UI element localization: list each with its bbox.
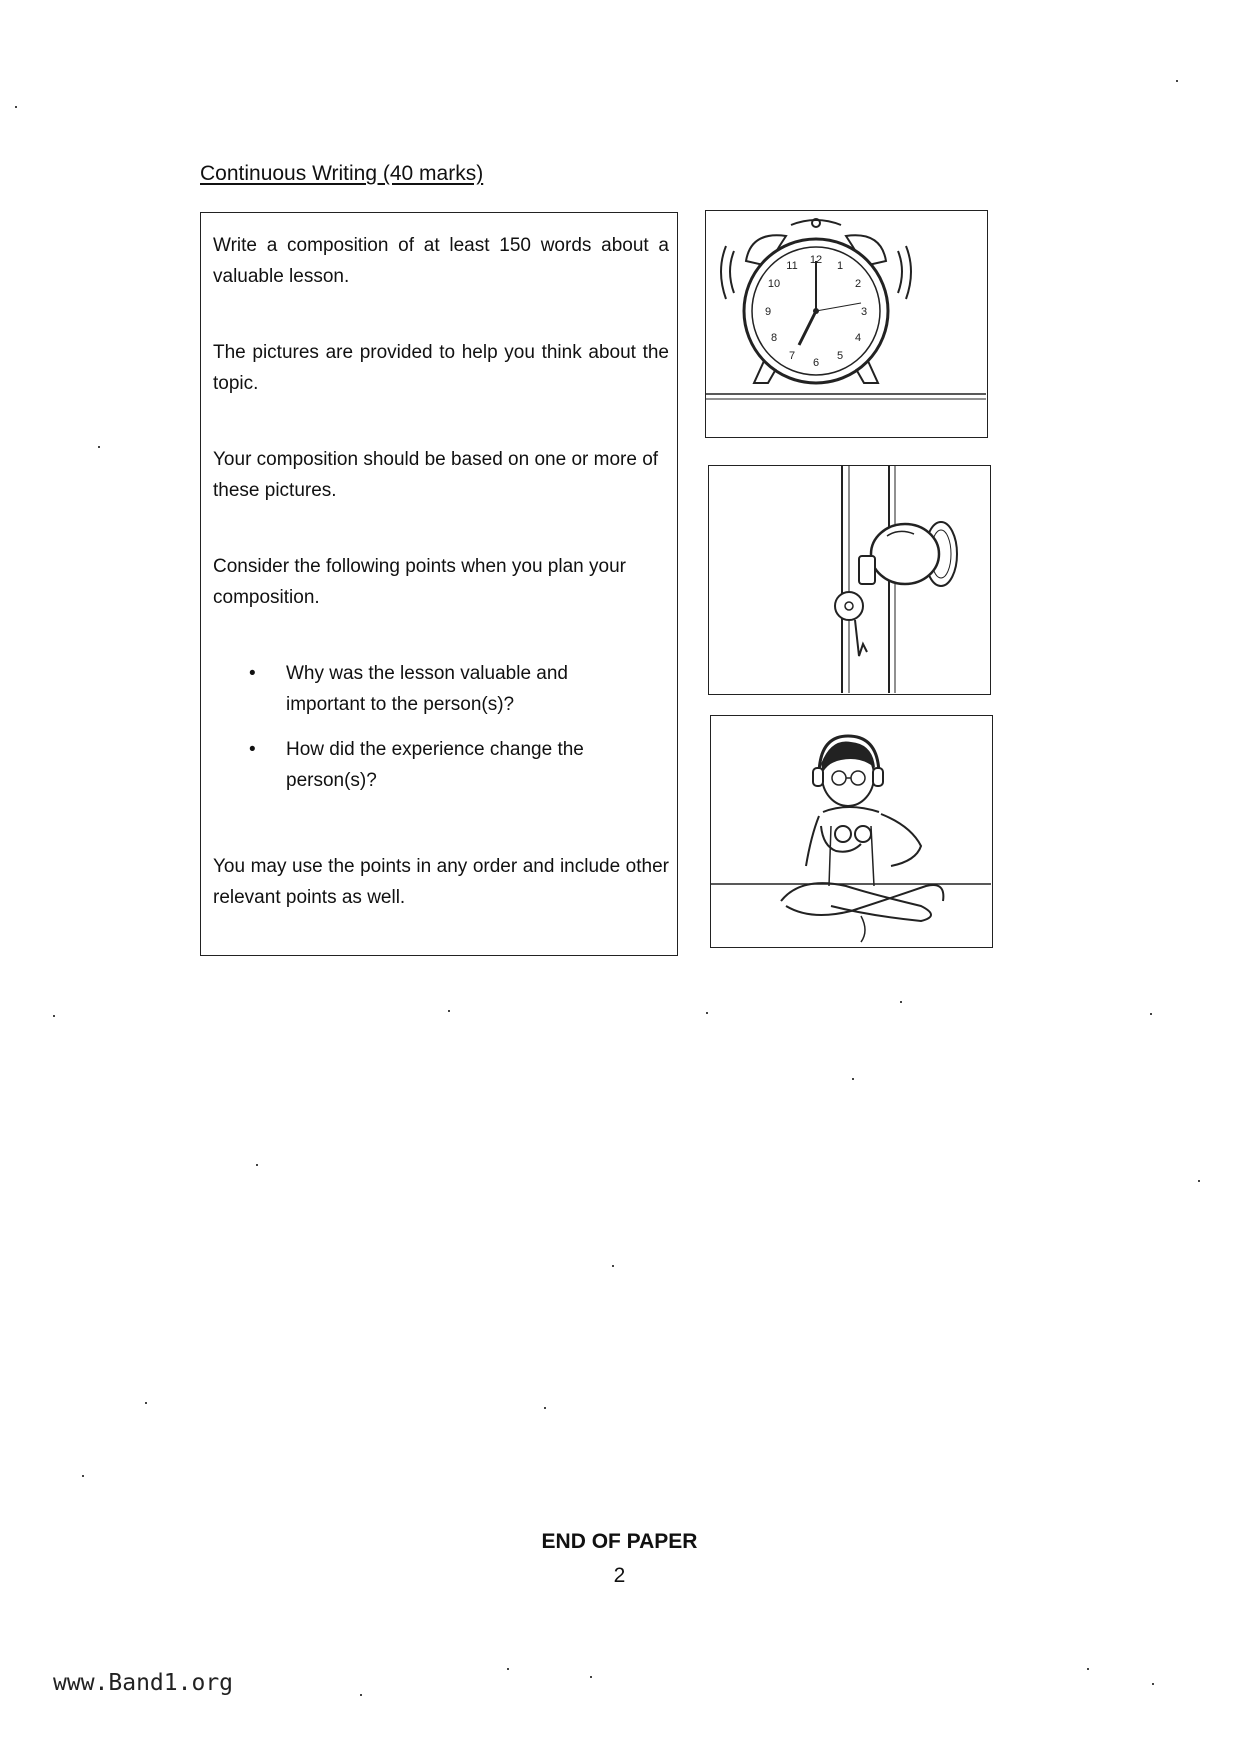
person-knitting-icon [711, 716, 991, 946]
scan-speck [360, 1694, 362, 1696]
picture-door-key [708, 465, 991, 695]
composition-prompt-box [200, 212, 678, 956]
clock-numeral: 3 [860, 306, 868, 318]
footer-url: www.Band1.org [53, 1670, 234, 1696]
scan-speck [590, 1676, 592, 1678]
clock-numeral: 11 [786, 260, 798, 272]
list-item [249, 734, 629, 796]
scan-speck [15, 106, 17, 108]
clock-numeral: 12 [809, 254, 823, 266]
scan-speck [507, 1668, 509, 1670]
point-text: Why was the lesson valuable and important to the person(s)? [286, 663, 568, 715]
scan-speck [448, 1010, 450, 1012]
clock-numeral: 10 [767, 278, 781, 290]
scan-speck [98, 446, 100, 448]
clock-numeral: 9 [764, 306, 772, 318]
bullet-icon: • [249, 663, 256, 684]
page-number: 2 [613, 1564, 626, 1587]
scan-speck [82, 1475, 84, 1477]
clock-numeral: 6 [812, 357, 820, 369]
clock-numeral: 7 [788, 350, 796, 362]
prompt-points-list [249, 658, 629, 810]
prompt-instruction: Write a composition of at least 150 words about a valuable lesson. [213, 235, 669, 287]
scan-speck [612, 1265, 614, 1267]
picture-person-knitting [710, 715, 993, 948]
scan-speck [706, 1012, 708, 1014]
scan-speck [1176, 80, 1178, 82]
end-of-paper: END OF PAPER [541, 1530, 698, 1553]
prompt-based-on-note: Your composition should be based on one or more of these pictures. [213, 449, 659, 501]
prompt-consider-note: Consider the following points when you plan your composition. [213, 556, 626, 608]
section-title: Continuous Writing (40 marks) [200, 162, 484, 185]
scan-speck [145, 1402, 147, 1404]
list-item [249, 658, 629, 720]
scan-speck [1152, 1683, 1154, 1685]
scan-speck [256, 1164, 258, 1166]
scan-speck [900, 1001, 902, 1003]
scan-speck [1087, 1668, 1089, 1670]
scan-speck [1198, 1180, 1200, 1182]
point-text: How did the experience change the person(s)? [286, 739, 584, 791]
clock-numeral: 8 [770, 332, 778, 344]
bullet-icon: • [249, 739, 256, 760]
picture-alarm-clock [705, 210, 988, 438]
clock-numeral: 2 [854, 278, 862, 290]
door-key-icon [709, 466, 989, 693]
scan-speck [544, 1407, 546, 1409]
clock-numeral: 4 [854, 332, 862, 344]
scan-speck [53, 1015, 55, 1017]
prompt-order-note: You may use the points in any order and include other relevant points as well. [213, 856, 669, 908]
clock-numeral: 1 [836, 260, 844, 272]
scan-speck [852, 1078, 854, 1080]
scan-speck [1150, 1013, 1152, 1015]
alarm-clock-icon [706, 211, 986, 436]
prompt-pictures-note: The pictures are provided to help you think about the topic. [213, 342, 669, 394]
clock-numeral: 5 [836, 350, 844, 362]
